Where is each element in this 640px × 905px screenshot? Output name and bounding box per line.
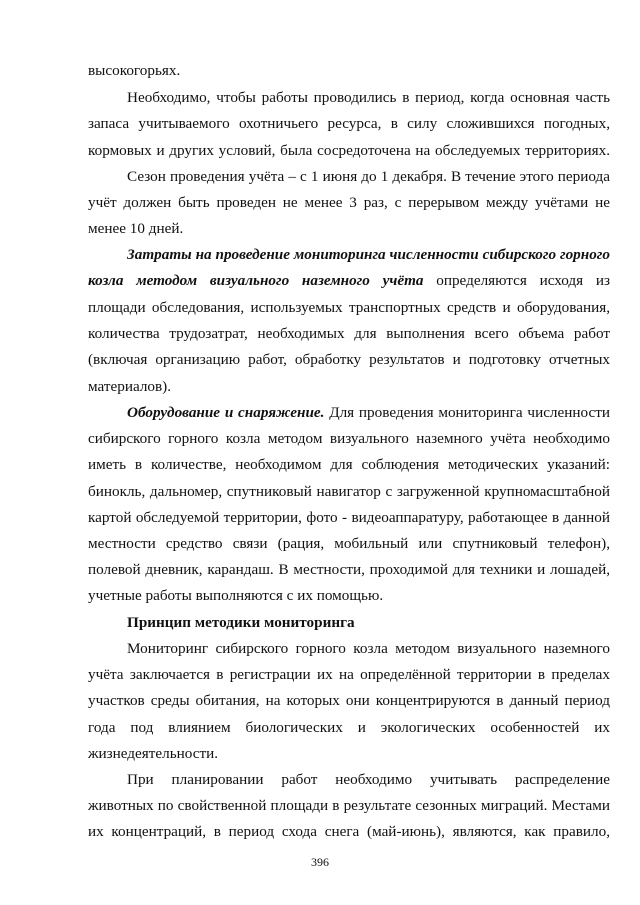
section-lead-line: Затраты на проведение мониторинга численности сибирского горного bbox=[127, 246, 610, 263]
text-line: Мониторинг сибирского горного козла методом визуального наземного bbox=[127, 640, 610, 657]
text-line: сибирского горного козла методом визуального наземного учёта необходимо bbox=[88, 430, 610, 447]
text-line: количества трудозатрат, необходимых для выполнения всего объема работ bbox=[88, 325, 610, 342]
text-line: козла методом визуального наземного учёта определяются исходя из bbox=[88, 272, 610, 289]
text-line: запаса учитываемого охотничьего ресурса, в силу сложившихся погодных, bbox=[88, 115, 610, 132]
text-line: высокогорьях. bbox=[88, 62, 181, 79]
text-line: Необходимо, чтобы работы проводились в период, когда основная часть bbox=[127, 89, 610, 106]
text-line: иметь в количестве, необходимом для соблюдения методических указаний: bbox=[88, 456, 610, 473]
text-line: животных по свойственной площади в результате сезонных миграций. Местами bbox=[88, 797, 610, 814]
section-heading: Принцип методики мониторинга bbox=[127, 614, 355, 631]
text-line: площади обследования, используемых транспортных средств и оборудования, bbox=[88, 299, 610, 316]
section-lead-line: Оборудование и снаряжение. Для проведения мониторинга численности bbox=[127, 404, 610, 421]
text-line: местности средство связи (рация, мобильный или спутниковый телефон), bbox=[88, 535, 610, 552]
text-line: жизнедеятельности. bbox=[88, 745, 219, 762]
text-line: Сезон проведения учёта – с 1 июня до 1 декабря. В течение этого периода bbox=[127, 168, 610, 185]
text-line: учетные работы выполняются с их помощью. bbox=[88, 587, 384, 604]
text-line: (включая организацию работ, обработку результатов и подготовку отчетных bbox=[88, 351, 610, 368]
text-line: учёта заключается в регистрации их на определённой территории в пределах bbox=[88, 666, 610, 683]
text-line: учёт должен быть проведен не менее 3 раз, с перерывом между учётами не bbox=[88, 194, 610, 211]
text-line: картой обследуемой территории, фото - видеоаппаратуру, работающее в данной bbox=[88, 509, 610, 526]
text-line: кормовых и других условий, была сосредоточена на обследуемых территориях. bbox=[88, 142, 610, 159]
text-line: полевой дневник, карандаш. В местности, проходимой для техники и лошадей, bbox=[88, 561, 610, 578]
text-line: года под влиянием биологических и экологических особенностей их bbox=[88, 719, 610, 736]
text-line: участков среды обитания, на которых они концентрируются в данный период bbox=[88, 692, 610, 709]
text-line: бинокль, дальномер, спутниковый навигатор с загруженной крупномасштабной bbox=[88, 483, 610, 500]
text-line: их концентраций, в период схода снега (май-июнь), являются, как правило, bbox=[88, 823, 610, 840]
text-line: При планировании работ необходимо учитывать распределение bbox=[127, 771, 610, 788]
text-line: менее 10 дней. bbox=[88, 220, 184, 237]
text-line: материалов). bbox=[88, 378, 172, 395]
page-number: 396 bbox=[311, 855, 329, 869]
